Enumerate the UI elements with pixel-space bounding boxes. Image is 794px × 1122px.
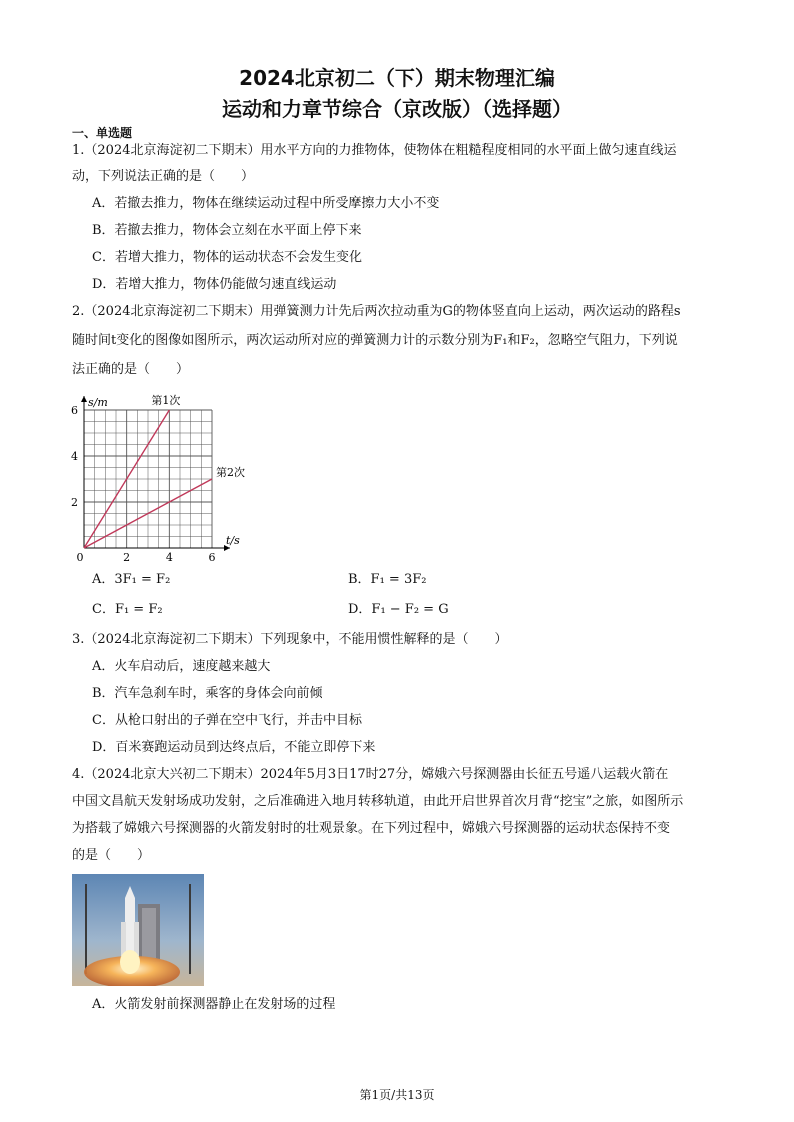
q1-option-b: B．若撤去推力，物体会立刻在水平面上停下来 [92,223,362,238]
x-tick-label: 0 [76,551,84,564]
q2-option-d: D．F₁ − F₂ = G [348,602,449,617]
q4-stem-line2: 中国文昌航天发射场成功发射，之后准确进入地月转移轨道，由此开启世界首次月背“挖宝”之旅，如图所示 [72,794,684,809]
q1-option-c: C．若增大推力，物体的运动状态不会发生变化 [92,250,362,265]
series-label-2: 第2次 [216,466,245,479]
x-axis-label: t/s [226,534,240,547]
q3-option-a: A．火车启动后，速度越来越大 [92,659,271,674]
q4-stem-line1: 4.（2024北京大兴初二下期末）2024年5月3日17时27分，嫦娥六号探测器由长征五号遥八运载火箭在 [72,767,669,782]
y-tick-label: 2 [71,496,78,509]
q3-stem: 3.（2024北京海淀初二下期末）下列现象中，不能用惯性解释的是（ ） [72,632,508,647]
y-tick-label: 6 [71,404,78,417]
y-axis-arrow [81,396,87,402]
q4-stem-line3: 为搭载了嫦娥六号探测器的火箭发射时的壮观景象。在下列过程中，嫦娥六号探测器的运动状态保持不变 [72,821,671,836]
graph-axes [81,396,230,551]
q3-option-d: D．百米赛跑运动员到达终点后，不能立即停下来 [92,740,376,755]
s-t-graph [62,388,262,568]
x-tick-label: 4 [165,551,173,564]
y-axis-label: s/m [88,396,108,409]
x-tick-label: 6 [208,551,216,564]
q1-stem-line2: 动，下列说法正确的是（ ） [72,169,255,184]
q2-option-c: C．F₁ = F₂ [92,602,163,617]
q4-option-a: A．火箭发射前探测器静止在发射场的过程 [92,997,336,1012]
y-tick-label: 4 [71,450,78,463]
q1-option-a: A．若撤去推力，物体在继续运动过程中所受摩擦力大小不变 [92,196,440,211]
q2-stem-line3: 法正确的是（ ） [72,362,190,377]
q2-option-b: B．F₁ = 3F₂ [348,572,427,587]
q3-option-b: B．汽车急刹车时，乘客的身体会向前倾 [92,686,323,701]
series-label-1: 第1次 [151,394,181,407]
q2-stem-line1: 2.（2024北京海淀初二下期末）用弹簧测力计先后两次拉动重为G的物体竖直向上运动，两次运动的路程s [72,304,681,319]
q4-stem-line4: 的是（ ） [72,848,151,863]
q1-option-d: D．若增大推力，物体仍能做匀速直线运动 [92,277,337,292]
graph-grid [84,410,212,548]
page-subtitle: 运动和力章节综合（京改版）（选择题） [222,97,572,121]
page-footer: 第1页/共13页 [359,1088,435,1102]
page-title: 2024北京初二（下）期末物理汇编 [239,66,555,90]
x-tick-label: 2 [123,551,131,564]
q1-stem-line1: 1.（2024北京海淀初二下期末）用水平方向的力推物体，使物体在粗糙程度相同的水平面上做匀速直线运 [72,143,677,158]
q2-option-a: A．3F₁ = F₂ [92,572,171,587]
q2-stem-line2: 随时间t变化的图像如图所示，两次运动所对应的弹簧测力计的示数分别为F₁和F₂，忽略空气阻力，下列说 [72,333,678,348]
section-heading: 一、单选题 [72,126,133,140]
graph-labels [71,393,245,564]
q3-option-c: C．从枪口射出的子弹在空中飞行，并击中目标 [92,713,362,728]
rocket-launch-photo [72,874,204,986]
